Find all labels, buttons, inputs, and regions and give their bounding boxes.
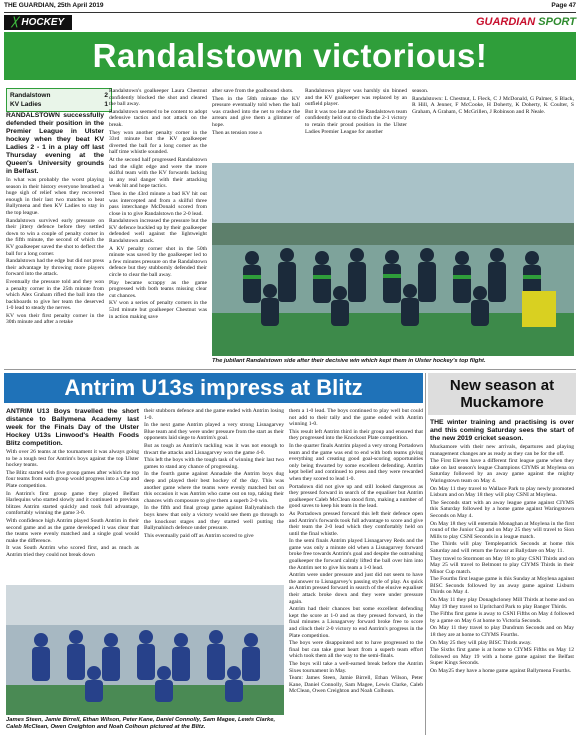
divider	[4, 369, 576, 370]
paragraph: after save from the goalbound shots.	[212, 88, 294, 94]
paragraph: In the fourth game against Annadale the Antrim boys dug deep and played their best hockey of the day. This was another game where the teams were evenly matched but on this occasion it was Antrim who came out on top, taking their chances with composure to give them a superb 2-0 win.	[144, 471, 284, 504]
paragraph: Randalstown increased the pressure but the KV defence buckled up by their goalkeeper defended well against the lightweight Randalstown attack.	[109, 218, 207, 245]
brand-part2: SPORT	[538, 16, 576, 28]
story3-lead: THE winter training and practising is over and this coming Saturday sees the start of the new 2019 cricket season.	[430, 419, 574, 442]
paragraph: In Antrim's first group game they played Belfast Harlequins who started slowly and it continued to previous blitzes Antrim started quickly and took full advantage, comfortably winning the game 3-0.	[6, 490, 139, 517]
paragraph: On May 18 they will entertain Monaghan at Moylena in the first round of the Junior Cup and on May 25 they will travel to Sion Mills to play CSNI Seconds in a league match.	[430, 520, 574, 540]
story1-column-3	[212, 88, 300, 160]
paragraph: Randalstown's goalkeeper Laura Chestnut confidently blocked the shot and cleared the ball away.	[109, 88, 207, 108]
story1-headline: Randalstown victorious!	[4, 32, 576, 80]
paragraph: They won another penalty corner in the 33rd minute but the KV goalkeeper diverted the ball for a long corner as the half time whistle sounded.	[109, 129, 207, 156]
paragraph: Randalstown: L Chestnut, L Fleck, C J McDonald, G Palmer, S Black, R Hill, A Jenner, F McCooke, H Doherty, K Doherty, K Coulter, S Graham, A Graham, C McGrillen, J Robinson and R Neale.	[412, 95, 574, 115]
paragraph: In the quarter finals Antrim played a very strong Portadown team and the game was end to end with both teams giving everything and creating good goal-scoring opportunities only being thwarted by some excellent defending. Antrim kept belief and continued to press and they were rewarded when they scored to lead 1-0.	[289, 442, 423, 482]
story2-caption: James Steen, Jamie Birrell, Ethan Wilson, Peter Kane, Daniel Connolly, Sam Magee, Lewis Clarke, Caleb McClean, Owen Creighton and Noah Colhoun pictured at the Blitz.	[6, 717, 276, 730]
paragraph: At the second half progressed Randalstown had the slight edge and were the more skilful team with the KV forwards lacking in any real danger with their attacking weak hit and hope tactics.	[109, 156, 207, 190]
paragraph: KV won their first penalty corner in the 30th minute and after a retake	[6, 312, 104, 326]
paragraph: The Fourths first league game is this Sunday at Moylena against BISC Seconds followed by an away game against Lisburn Thirds on May 4.	[430, 576, 574, 596]
column-divider	[425, 373, 426, 735]
paragraph: Play became scrappy as the game progressed with both teams missing clear cut chances.	[109, 279, 207, 299]
story1-column-5	[412, 88, 574, 160]
paragraph: Antrim had their chances but some excellent defending kept the score at 1-0 and as they pressed forward, in the final minutes a Lisnagarvey forward broke free to score and clinch their 2-0 victory to end Antrim's progress in the Plate competition.	[289, 606, 423, 639]
paragraph: As Portadown pressed forward this left their defence open and Antrim's forwards took full advantage to score and give their team the 2-0 lead which they comfortably held on until the final whistle.	[289, 510, 423, 537]
hockey-section-tag	[4, 15, 72, 30]
hockey-stick-icon: ╳	[12, 16, 18, 27]
antrim-photo-image	[6, 585, 284, 715]
paragraph: With confidence high Antrim played South Antrim in their second game and as the game developed it was clear that the teams were evenly matched and a single goal would make the difference.	[6, 517, 139, 544]
paragraph: their stubborn defence and the game ended with Antrim losing 1-0.	[144, 408, 284, 421]
story2-column-3	[289, 408, 423, 733]
paragraph: But it was too late and the Randalstown team confidently held out to clinch the 2-1 victory to retain their proud position in the Ulster Ladies Premier League for another	[305, 108, 407, 135]
paragraph: They travel to Stormont on May 18 to play CSNI Thirds and on May 25 will travel to Belmont to play CIYMS Thirds in their Minor Cup match.	[430, 555, 574, 575]
paragraph: The boys will take a well-earned break before the Antrim Sixes tournament in May.	[289, 660, 423, 674]
score-row	[10, 100, 108, 109]
story1-column-4	[305, 88, 407, 160]
paragraph: In the fifth and final group game against Ballynahinch the boys knew that only a victory would see them go through to the knockout stages and they started well putting the Ballynahinch defence under pressure.	[144, 505, 284, 532]
story1-lead: RANDALSTOWN successfully defended their position in the Premier League in Ulster hockey when they beat KV Ladies 2 - 1 in a play off last Thursday evening at the Queen's University grounds in Belfast.	[6, 112, 104, 175]
story2-lead: ANTRIM U13 Boys travelled the short distance to Ballymena Academy last week for the Finals Day of the Ulster Hockey U13s Linwood's Health Foods Blitz competition.	[6, 408, 139, 447]
paragraph: Eventually the pressure told and they won a penalty corner in the 25th minute from which Alex Graham rifled the ball into the backboards to give her team the deserved 1-0 lead to steady the nerves.	[6, 278, 104, 312]
paragraph: On May 11 they play Donaghcloney Mill Thirds at home and on May 19 they travel to Upritchard Park to play Banger Thirds.	[430, 597, 574, 610]
story2-column-2	[144, 408, 284, 583]
paragraph: On May 11 they travel to play Dundrum Seconds and on May 18 they are at home to CIYMS Fourths.	[430, 625, 574, 639]
score-team: KV Ladies	[10, 101, 42, 108]
paragraph: In the semi finals Antrim played Lisnagarvey Reds and the game was only a minute old when a Lisnagarvey forward broke free towards Antrim's goal and despite the outrushing goalkeeper the forward calmly lifted the ball over him into the Antrim net to give his team a 1-0 lead.	[289, 538, 423, 571]
section-tag-label: HOCKEY	[21, 16, 65, 28]
story3-column	[430, 419, 574, 735]
team-photo-antrim	[6, 585, 284, 715]
paragraph: season.	[412, 88, 429, 94]
paragraph: Portadown did not give up and still looked dangerous as they pressed forward in search of the equaliser but Antrim goalkeeper Caleb McClean stood firm, making a number of good saves to keep his team in the lead.	[289, 483, 423, 510]
story1-column-1	[6, 112, 104, 368]
story3-headline-line1: New season at	[449, 377, 555, 394]
paragraph: A KV penalty corner shot in the 50th minute was saved by the goalkeeper led to a few minutes pressure on the Randalstown defence but they stubbornly defended their circle to clear the ball away.	[109, 245, 207, 279]
paragraph: With over 26 teams at the tournament it was always going to be a tough test for Antrim's boys against the top Ulster hockey teams.	[6, 449, 139, 469]
paragraph: It was South Antrim who scored first, and as much as Antrim tried they could not break down	[6, 545, 139, 558]
paragraph: On May 11 they travel to Wallace Park to play newly promoted Lisburn and on May 18 they will play CSNI at Moylena.	[430, 485, 574, 499]
paragraph: Then in the 58th minute the KV pressure eventually told when the ball was crashed into the net to reduce the arrears and give them a glimmer of hope.	[212, 95, 300, 128]
folio-right: Page 47	[551, 2, 576, 9]
story1-column-2	[109, 88, 207, 368]
paragraph: them a 1-0 lead. The boys continued to play well but could not add to their tally and the game ended with Antrim winning 1-0.	[289, 408, 423, 428]
paragraph: In the next game Antrim played a very strong Lisnagarvey Blue team and they were under pressure from the start as their opponents laid siege to Antrim's goal.	[144, 422, 284, 442]
brand-part1: GUARDIAN	[475, 16, 536, 28]
paragraph: The Sixths first game is at home to CIYMS Fifths on May 12 followed on May 19 with a home game against the Belfast Super Kings Seconds.	[430, 647, 574, 667]
story2-column-1	[6, 408, 139, 583]
story3-headline-line2: Muckamore	[460, 394, 544, 411]
paragraph: In what was probably the worst playing season in their history everyone breathed a huge sigh of relief when they recovered enough in their last two matches to beat Ballymena and then KV Ladies to stay in the top league.	[6, 177, 104, 216]
paragraph: Then in the 43rd minute a bad KV hit out was intercepted and from a skilful three pass interchange McDonald scored from close in to give Randalstown the 2-0 lead.	[109, 190, 207, 217]
team-photo-image	[212, 163, 574, 356]
paragraph: Randalstown seemed to be content to adopt defensive tactics and not attack on the break.	[109, 108, 207, 128]
paragraph: This eventually paid off as Antrim scored to give	[144, 532, 254, 539]
paragraph: The Seconds start with an away league game against CIYMS this Saturday followed by a home game against Waringstown Seconds on May 4.	[430, 499, 574, 519]
paragraph: The First Eleven have a different first league game when they take on last season's league Champions CIYMS at Moylena on Saturday followed by an away game against the mighty Waringstown team on May 4.	[430, 458, 574, 484]
paragraph: Randalstown player was harshly sin binned and the KV goalkeeper was replaced by an outfield player.	[305, 88, 407, 108]
folio-left: THE GUARDIAN, 25th April 2019	[4, 2, 104, 9]
paragraph: Muckamore with their new arrivals, departures and playing management changes are as ready as they can be for the off.	[430, 444, 574, 457]
score-team: Randalstown	[10, 92, 51, 99]
section-bar	[4, 14, 576, 30]
story3-headline	[428, 373, 576, 415]
score-row	[10, 91, 108, 100]
paragraph: On May 25 they will play BISC Thirds away.	[430, 639, 532, 646]
paragraph: Randalstown survived early pressure on their jittery defence before they settled down to win a couple of penalty corner in the fifth minute, the second of which the KV goalkeeper saved the shot to deflect the ball for a long corner.	[6, 217, 104, 257]
paragraph: This result left Antrim third in their group and ensured that they progressed into the Knockout Plate competition.	[289, 428, 423, 442]
score-goals: 2	[104, 92, 108, 99]
team-photo-randalstown	[212, 163, 574, 356]
score-box	[6, 88, 112, 112]
paragraph: But as tough as Antrim's tackling was it was not enough to thwart the attacks and Lisnagarvey won the game 4-0.	[144, 442, 284, 456]
paragraph: The Blitz started with five group games after which the top four teams from each group would progress into a Cup and Plate competition.	[6, 469, 139, 489]
paragraph: This left the boys with the tough task of winning their last two games to stand any chance of progressing.	[144, 457, 284, 470]
paragraph: Then as tension rose a	[212, 129, 262, 136]
score-goals: 1	[104, 101, 108, 108]
paragraph: On May25 they have a home game against Ballymena Fourths.	[430, 668, 572, 674]
paragraph: Team: James Steen, Jamie Birrell, Ethan Wilson, Peter Kane, Daniel Connolly, Sam Magee, Lewis Clarke, Caleb McClean, Owen Creighton and Noah Colhoun.	[289, 675, 423, 695]
paragraph: KV won a series of penalty corners in the 53rd minute but goalkeeper Chestnut was in action making save	[109, 300, 207, 320]
guardian-sport-logo	[476, 16, 576, 28]
paragraph: The boys were disappointed not to have progressed to the final but can take great heart from a superb team effort which took them all the way to the semi-finals.	[289, 640, 423, 660]
paragraph: Antrim were under pressure and just did not seem to have the answer to Lisnagarvey's passing style of play. As quick as Antrim pressed forward in search of the elusive equaliser their attack broke down and they were under pressure again.	[289, 572, 423, 605]
story2-headline: Antrim U13s impress at Blitz	[4, 373, 423, 403]
paragraph: The Fifths first game is away to CSNI Fifths on May 4 followed by a game on May 6 at home to Victoria Seconds.	[430, 611, 574, 624]
story1-caption: The jubilant Randalstown side after their decisive win which kept them in Ulster hockey's top flight.	[212, 358, 486, 364]
paragraph: Randalstown had the edge but did not press their advantage by throwing more players forward into the attack.	[6, 258, 104, 278]
page-folio	[4, 2, 576, 13]
paragraph: The Thirds will play Templepatrick Seconds at home this Saturday and will return the favour at Ballydare on May 11.	[430, 541, 574, 554]
